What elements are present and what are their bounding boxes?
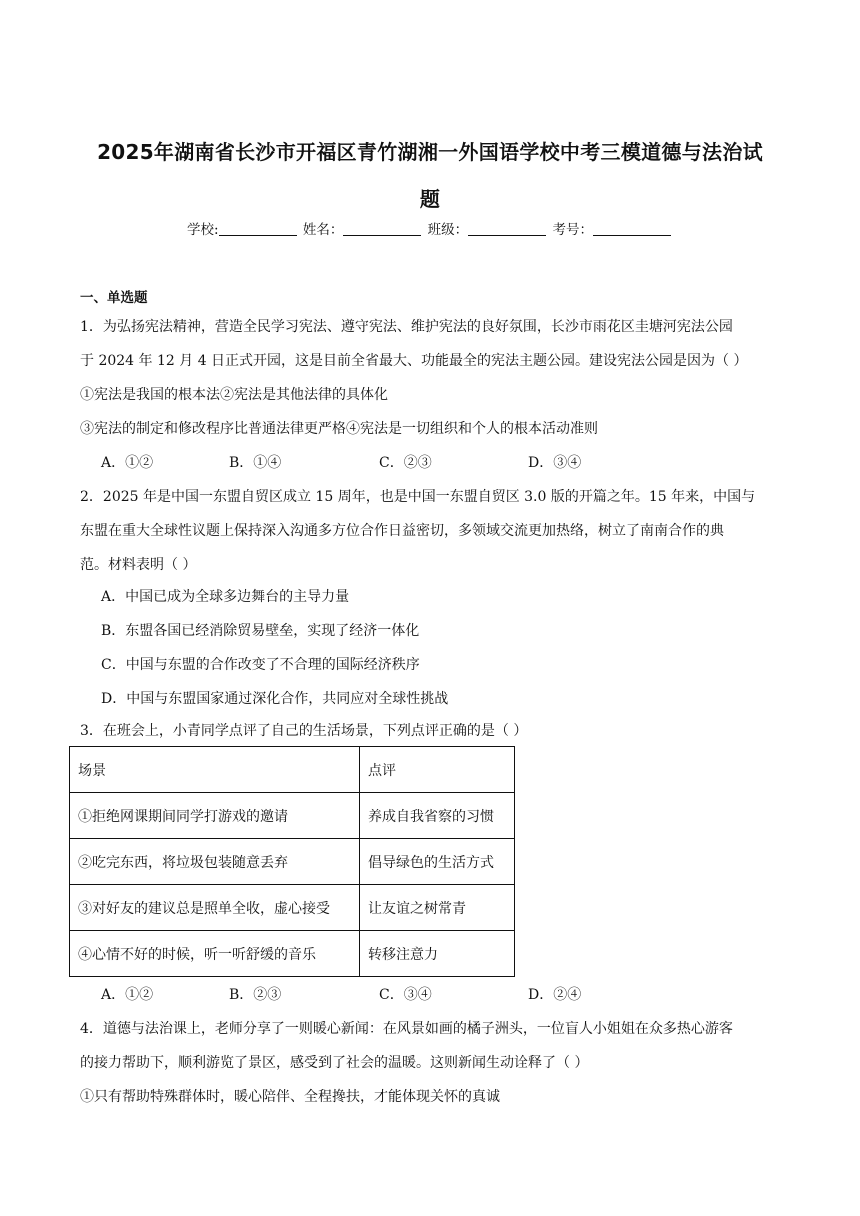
question-2-option-a: A．中国已成为全球多边舞台的主导力量 — [101, 589, 350, 605]
table-cell: 养成自我省察的习惯 — [360, 793, 515, 839]
question-2-option-c: C．中国与东盟的合作改变了不合理的国际经济秩序 — [101, 657, 420, 673]
question-2-line: 范。材料表明（ ） — [80, 557, 197, 573]
exam-title-line2: 题 — [419, 187, 441, 211]
table-cell: ③对好友的建议总是照单全收，虚心接受 — [70, 885, 360, 931]
table-row — [70, 931, 515, 977]
section-heading: 一、单选题 — [80, 290, 148, 306]
table-row — [70, 839, 515, 885]
question-2-line: 2．2025 年是中国一东盟自贸区成立 15 周年，也是中国一东盟自贸区 3.0 版的开篇之年。15 年来，中国与 — [80, 489, 756, 505]
question-2-option-d: D．中国与东盟国家通过深化合作，共同应对全球性挑战 — [101, 691, 449, 707]
question-3-option-c: C．③④ — [379, 987, 432, 1003]
student-info-fields — [0, 218, 860, 238]
question-1-statement: ③宪法的制定和修改程序比普通法律更严格④宪法是一切组织和个人的根本活动准则 — [80, 421, 598, 437]
question-1-option-b: B．①④ — [229, 455, 282, 471]
name-blank — [343, 222, 421, 236]
question-2-option-b: B．东盟各国已经消除贸易壁垒，实现了经济一体化 — [101, 623, 420, 639]
class-blank — [468, 222, 546, 236]
question-1-statement: ①宪法是我国的根本法②宪法是其他法律的具体化 — [80, 387, 388, 403]
table-header-cell: 点评 — [360, 747, 515, 793]
name-label: 姓名： — [302, 222, 344, 238]
school-blank — [219, 222, 297, 236]
question-3-option-b: B．②③ — [229, 987, 282, 1003]
question-4-line: 4．道德与法治课上，老师分享了一则暖心新闻：在风景如画的橘子洲头，一位盲人小姐姐在众多热心游客 — [80, 1021, 733, 1037]
class-label: 班级： — [427, 222, 469, 238]
school-label: 学校: — [187, 222, 219, 238]
question-1-option-d: D．③④ — [528, 455, 582, 471]
exam-number-blank — [593, 222, 671, 236]
table-row — [70, 885, 515, 931]
table-cell: 让友谊之树常青 — [360, 885, 515, 931]
table-row — [70, 793, 515, 839]
question-1-line: 1．为弘扬宪法精神，营造全民学习宪法、遵守宪法、维护宪法的良好氛围，长沙市雨花区圭塘河宪法公园 — [80, 319, 733, 335]
exam-number-label: 考号： — [552, 222, 593, 238]
scene-comment-table — [69, 746, 515, 977]
question-3-option-a: A．①② — [101, 987, 154, 1003]
question-4-line: 的接力帮助下，顺利游览了景区，感受到了社会的温暖。这则新闻生动诠释了（ ） — [80, 1055, 589, 1071]
exam-title-line1: 2025年湖南省长沙市开福区青竹湖湘一外国语学校中考三模道德与法治试 — [97, 140, 763, 164]
table-header-row — [70, 747, 515, 793]
question-4-statement: ①只有帮助特殊群体时，暖心陪伴、全程搀扶，才能体现关怀的真诚 — [80, 1089, 500, 1105]
table-cell: ④心情不好的时候，听一听舒缓的音乐 — [70, 931, 360, 977]
question-1-option-a: A．①② — [101, 455, 154, 471]
table-cell: ②吃完东西，将垃圾包装随意丢弃 — [70, 839, 360, 885]
question-2-line: 东盟在重大全球性议题上保持深入沟通多方位合作日益密切，多领域交流更加热络，树立了南南合作的典 — [80, 523, 724, 539]
question-3-option-d: D．②④ — [528, 987, 582, 1003]
table-cell: ①拒绝网课期间同学打游戏的邀请 — [70, 793, 360, 839]
question-1-line: 于 2024 年 12 月 4 日正式开园，这是目前全省最大、功能最全的宪法主题公园。建设宪法公园是因为（ ） — [80, 353, 748, 369]
table-cell: 倡导绿色的生活方式 — [360, 839, 515, 885]
table-cell: 转移注意力 — [360, 931, 515, 977]
table-header-cell: 场景 — [70, 747, 360, 793]
question-1-option-c: C．②③ — [379, 455, 432, 471]
question-3-stem: 3．在班会上，小青同学点评了自己的生活场景，下列点评正确的是（ ） — [80, 723, 528, 739]
